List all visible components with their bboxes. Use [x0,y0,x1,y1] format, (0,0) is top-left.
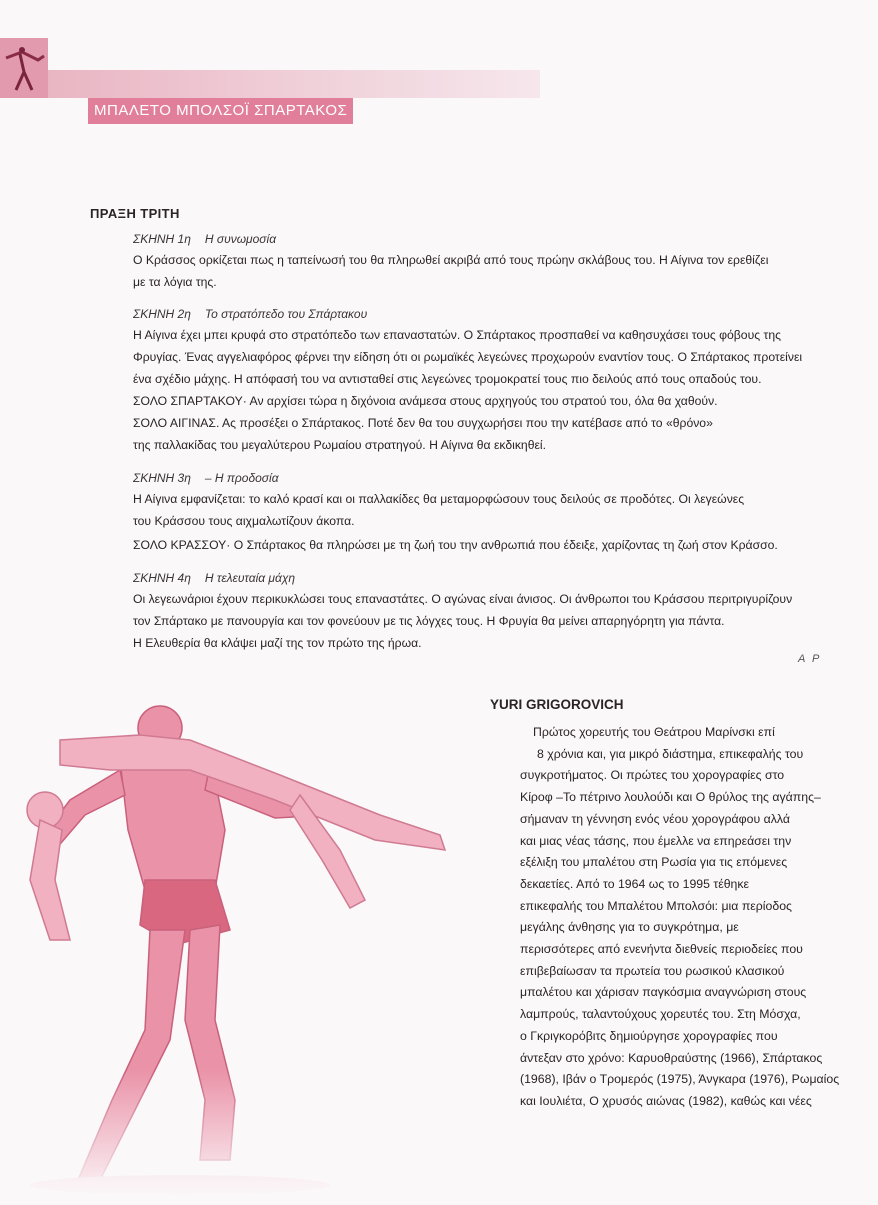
scene-number: ΣΚΗΝΗ 4η [133,571,191,585]
scene-text-line: Η Αίγινα εμφανίζεται: το καλό κρασί και οι παλλακίδες θα μεταμορφώσουν τους δειλούς σε προδότες. Οι λεγεώνες [133,492,745,506]
bio-text-line: λαμπρούς, ταλαντούχους χορευτές του. Στη Μόσχα, [520,1007,801,1022]
bio-text-line: συγκροτήματος. Οι πρώτες του χορογραφίες στο [520,768,785,783]
scene-text-line: ένα σχέδιο μάχης. Η απόφασή του να αντισταθεί στις λεγεώνες τρομοκρατεί τους πιο δειλούς από τους οπαδούς του. [133,372,762,386]
bio-text-line: μπαλέτου και χάρισαν παγκόσμια αναγνώριση στους [520,985,807,1000]
page-title: ΜΠΑΛΕΤΟ ΜΠΟΛΣΟΪ ΣΠΑΡΤΑΚΟΣ [88,98,353,124]
bio-text-line: σήμαναν τη γέννηση ενός νέου χορογράφου αλλά [520,811,790,826]
bio-text-line: εξέλιξη του μπαλέτου στη Ρωσία για τις επόμενες [520,855,788,870]
scene-number: ΣΚΗΝΗ 3η [133,471,191,485]
bio-text-line: ο Γκριγκορόβιτς δημιούργησε χορογραφίες που [520,1028,778,1043]
scene-text-line: Η Ελευθερία θα κλάψει μαζί της τον πρώτο της ήρωα. [133,636,422,650]
scene-heading [133,232,276,246]
dancer-thumbnail-icon [0,38,48,98]
scene-text-line: Φρυγίας. Ένας αγγελιαφόρος φέρνει την είδηση ότι οι ρωμαϊκές λεγεώνες προχωρούν εναντίον τους. Ο Σπάρτακος προτείνει [133,350,803,364]
bio-text-line: επικεφαλής του Μπαλέτου Μπολσόι: μια περίοδος [520,898,792,913]
bio-text-line: και Ιουλιέτα, Ο χρυσός αιώνας (1982), καθώς και νέες [520,1093,812,1108]
scene-text-line: τον Σπάρτακο με πανουργία και τον φονεύουν με τις λόγχες τους. Η Φρυγία θα μείνει απαρηγόρητη για πάντα. [133,614,725,628]
header-band [48,70,540,98]
scene-text-line: ΣΟΛΟ ΣΠΑΡΤΑΚΟΥ· Αν αρχίσει τώρα η διχόνοια ανάμεσα στους αρχηγούς του στρατού του, όλα θα χαθούν. [133,394,718,408]
author-initials: Α Ρ [798,653,822,665]
scene-text-line: Ο Κράσσος ορκίζεται πως η ταπείνωσή του θα πληρωθεί ακριβά από τους πρώην σκλάβους του. Η Αίγινα τον ερεθίζει [133,253,769,267]
scene-text-line: Η Αίγινα έχει μπει κρυφά στο στρατόπεδο των επαναστατών. Ο Σπάρτακος προσπαθεί να καθησυχάσει τους φόβους της [133,328,781,342]
bio-text-line: επιβεβαίωσαν τα πρωτεία του ρωσικού κλασικού [520,963,785,978]
scene-text-line: με τα λόγια της. [133,275,217,289]
header-thumbnail-photo [0,38,48,98]
scene-heading [133,571,295,585]
bio-text-line: μεγάλης άνθησης για το συγκρότημα, με [520,920,739,935]
scene-text-line: ΣΟΛΟ ΚΡΑΣΣΟΥ· Ο Σπάρτακος θα πληρώσει με τη ζωή του την ανθρωπιά που έδειξε, χαρίζοντας τη ζωή στον Κράσσο. [133,538,778,552]
dancers-photo [0,680,470,1200]
scene-heading [133,307,367,321]
scene-heading [133,471,279,485]
scene-name: Το στρατόπεδο του Σπάρτακου [204,307,368,321]
bio-text-line: (1968), Ιβάν ο Τρομερός (1975), Άνγκαρα (1976), Ρωμαίος [520,1072,840,1087]
scene-name: Η τελευταία μάχη [204,571,296,585]
bio-text-line: Κίροφ –Το πέτρινο λουλούδι και Ο θρύλος της αγάπης– [520,790,821,805]
bio-text-line: Πρώτος χορευτής του Θεάτρου Μαρίνσκι επί [533,725,775,739]
scene-text-line: ΣΟΛΟ ΑΙΓΙΝΑΣ. Ας προσέξει ο Σπάρτακος. Ποτέ δεν θα του συγχωρήσει που την κατέβασε από το «θρόνο» [133,416,713,430]
bio-text-line: και μιας νέας τάσης, που έμελλε να επηρεάσει την [520,833,792,848]
act-heading: ΠΡΑΞΗ ΤΡΙΤΗ [90,206,180,221]
scene-text-line: Οι λεγεωνάριοι έχουν περικυκλώσει τους επαναστάτες. Ο αγώνας είναι άνισος. Οι άνθρωποι του Κράσσου περιτριγυρίζουν [133,592,793,606]
dancers-illustration-icon [0,680,470,1200]
scene-number: ΣΚΗΝΗ 1η [133,232,191,246]
bio-text-line: περισσότερες από ενενήντα διεθνείς περιοδείες που [520,942,803,956]
bio-text-line: 8 χρόνια και, για μικρό διάστημα, επικεφαλής του [537,746,804,761]
scene-name: – Η προδοσία [204,471,279,485]
scene-number: ΣΚΗΝΗ 2η [133,307,191,321]
bio-text-line: άντεξαν στο χρόνο: Καρυοθραύστης (1966), Σπάρτακος [520,1050,823,1065]
scene-text-line: της παλλακίδας του μεγαλύτερου Ρωμαίου στρατηγού. Η Αίγινα θα εκδικηθεί. [133,438,547,452]
scene-name: Η συνωμοσία [204,232,277,246]
bio-text-line: δεκαετίες. Από το 1964 ως το 1995 τέθηκε [520,876,750,891]
scene-text-line: του Κράσσου τους αιχμαλωτίζουν άκοπα. [133,514,355,528]
bio-heading: YURI GRIGOROVICH [490,697,624,712]
